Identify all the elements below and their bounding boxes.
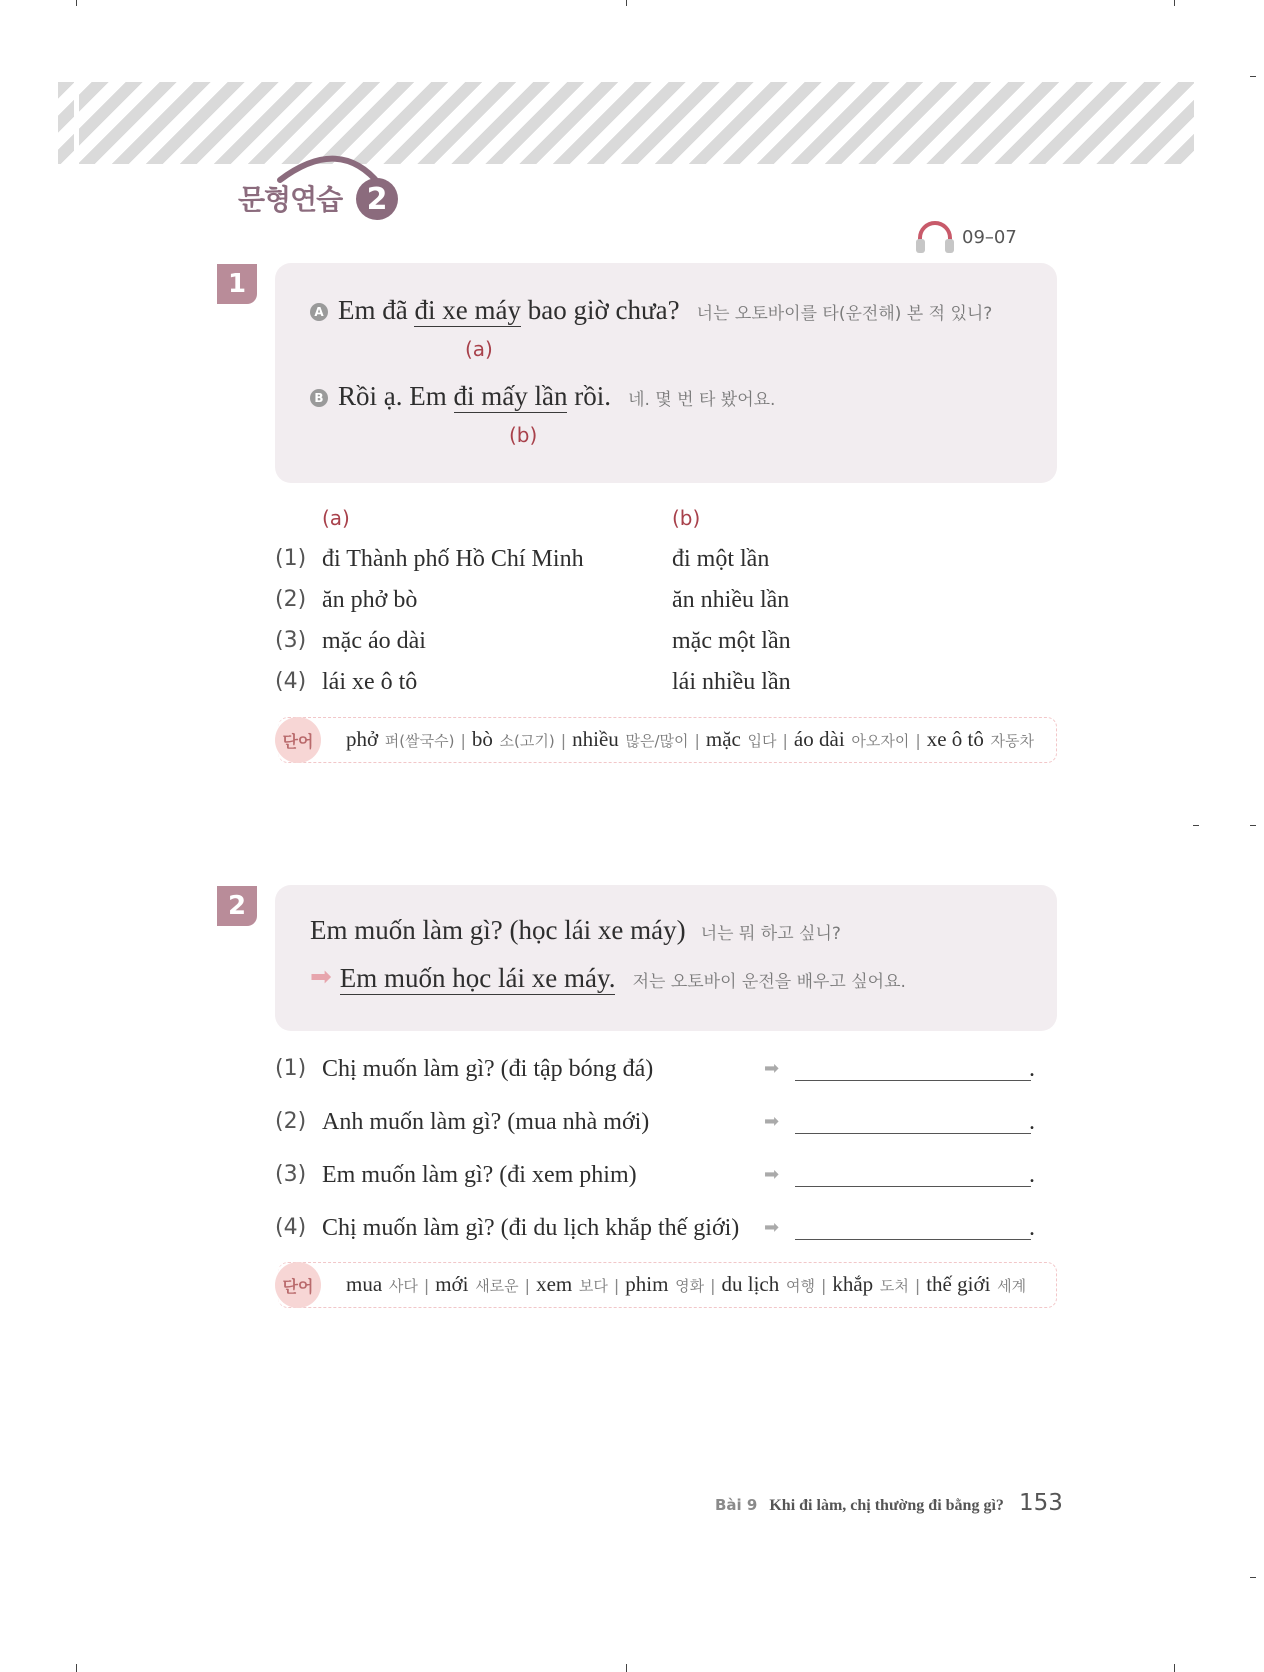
footer-title: Khi đi làm, chị thường đi bằng gì? (769, 1497, 1004, 1514)
crop-mark (1250, 825, 1256, 826)
crop-mark (76, 0, 77, 6)
audio-track[interactable] (914, 220, 1017, 254)
crop-mark (626, 0, 627, 6)
item-question: Anh muốn làm gì? (mua nhà mới) (322, 1109, 650, 1135)
item-a: ăn phở bò (322, 587, 418, 613)
column-header-a: (a) (322, 506, 350, 530)
audio-track-number: 09–07 (962, 226, 1017, 248)
item-b: đi một lần (672, 546, 770, 572)
example-sentence-b: B Rồi ạ. Em đi mấy lần rồi. 네. 몇 번 타 봤어요. (310, 381, 775, 412)
crop-mark (626, 1664, 627, 1672)
vocabulary-box (278, 1262, 1057, 1308)
answer-blank[interactable] (795, 1158, 1031, 1187)
arrow-right-icon: ➡ (764, 1111, 780, 1132)
period-mark: . (1029, 1215, 1035, 1241)
item-number: (4) (275, 669, 307, 694)
vocabulary-list: mua 사다 | mới 새로운 | xem 보다 | phim 영화 | du lịch 여행 | khắp 도처 | thế giới 세계 (346, 1272, 1027, 1296)
underlined-phrase-b: đi mấy lần (453, 381, 568, 411)
marker-a: (a) (465, 337, 493, 361)
item-number: (2) (275, 587, 307, 612)
vocabulary-label: 단어 (275, 1262, 321, 1308)
example-box (275, 885, 1057, 1031)
page-footer (715, 1490, 1063, 1516)
item-a: đi Thành phố Hồ Chí Minh (322, 546, 584, 572)
answer-blank[interactable] (795, 1211, 1031, 1240)
arrow-right-icon: ➡ (764, 1164, 780, 1185)
item-number: (3) (275, 628, 307, 653)
item-question: Chị muốn làm gì? (đi tập bóng đá) (322, 1056, 654, 1082)
speaker-b-badge: B (310, 389, 328, 407)
crop-mark (1250, 76, 1256, 77)
vocabulary-list: phở 퍼(쌀국수) | bò 소(고기) | nhiều 많은/많이 | mặc 입다 | áo dài 아오자이 | xe ô tô 자동차 (346, 727, 1035, 751)
item-b: ăn nhiều lần (672, 587, 790, 613)
crop-mark (1174, 1664, 1175, 1672)
period-mark: . (1029, 1162, 1035, 1188)
item-number: (3) (275, 1162, 307, 1187)
section-number-badge: 2 (356, 178, 398, 220)
item-a: lái xe ô tô (322, 669, 418, 695)
exercise-number: 1 (217, 264, 257, 304)
example-answer: ➡ Em muốn học lái xe máy. 저는 오토바이 운전을 배우고 싶어요. (310, 962, 906, 993)
item-number: (1) (275, 546, 307, 571)
vocabulary-label: 단어 (275, 717, 321, 763)
crop-mark (1193, 825, 1199, 826)
example-sentence-a: A Em đã đi xe máy bao giờ chưa? 너는 오토바이를 타(운전해) 본 적 있니? (310, 295, 992, 326)
page-number: 153 (1018, 1490, 1063, 1516)
period-mark: . (1029, 1109, 1035, 1135)
item-number: (4) (275, 1215, 307, 1240)
example-question: Em muốn làm gì? (học lái xe máy) 너는 뭐 하고 싶니? (310, 915, 841, 945)
column-header-b: (b) (672, 506, 701, 530)
headphones-icon (914, 220, 956, 254)
item-question: Chị muốn làm gì? (đi du lịch khắp thế giới) (322, 1215, 740, 1241)
translation-a: 너는 오토바이를 타(운전해) 본 적 있니? (696, 304, 993, 324)
example-box (275, 263, 1057, 483)
answer-blank[interactable] (795, 1105, 1031, 1134)
speaker-a-badge: A (310, 303, 328, 321)
underlined-phrase-a: đi xe máy (414, 295, 521, 325)
footer-lesson: Bài 9 (715, 1496, 758, 1514)
vocabulary-box (278, 717, 1057, 763)
item-question: Em muốn làm gì? (đi xem phim) (322, 1162, 637, 1188)
item-b: lái nhiều lần (672, 669, 791, 695)
item-number: (1) (275, 1056, 307, 1081)
arrow-right-icon: ➡ (764, 1217, 780, 1238)
arrow-right-icon: ➡ (764, 1058, 780, 1079)
crop-mark (1174, 0, 1175, 6)
item-number: (2) (275, 1109, 307, 1134)
header-stripe-band (58, 82, 1194, 164)
exercise-number: 2 (217, 886, 257, 926)
marker-b: (b) (509, 423, 538, 447)
period-mark: . (1029, 1056, 1035, 1082)
crop-mark (1250, 1577, 1256, 1578)
crop-mark (76, 1664, 77, 1672)
answer-blank[interactable] (795, 1052, 1031, 1081)
item-b: mặc một lần (672, 628, 791, 654)
item-a: mặc áo dài (322, 628, 426, 654)
arrow-right-icon: ➡ (310, 962, 332, 992)
section-title: 문형연습 (238, 183, 343, 216)
translation-b: 네. 몇 번 타 봤어요. (628, 390, 776, 410)
